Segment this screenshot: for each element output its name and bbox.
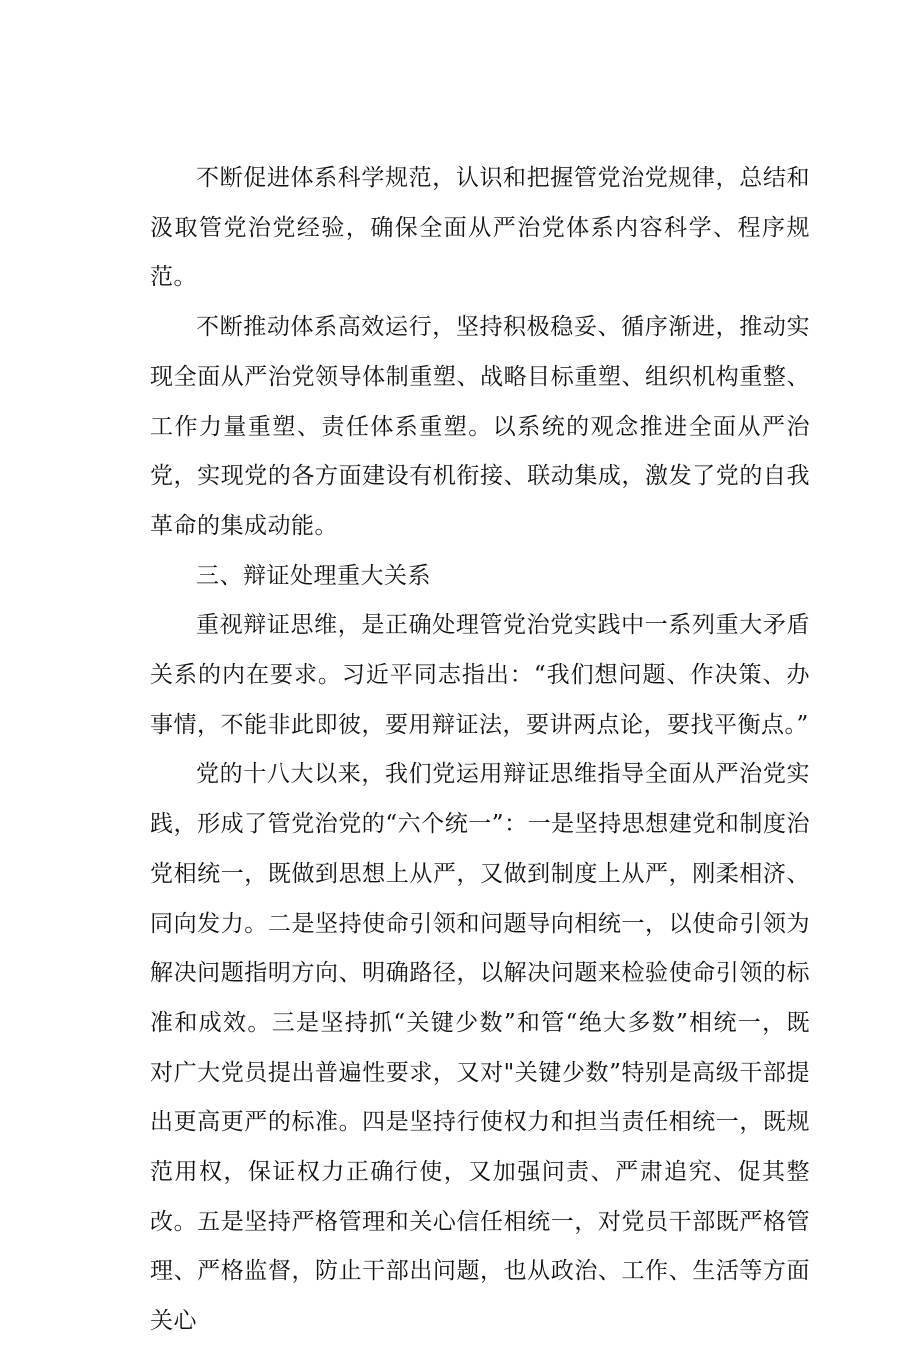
paragraph-six-unities: 党的十八大以来，我们党运用辩证思维指导全面从严治党实践，形成了管党治党的“六个统一”：一是坚持思想建党和制度治党相统一，既做到思想上从严，又做到制度上从严，刚柔相济、同向发力。二是坚持使命引领和问题导向相统一，以使命引领为解决问题指明方向、明确路径，以解决问题来检验使命引领的标准和成效。三是坚持抓“关键少数”和管“绝大多数”相统一，既对广大党员提出普遍性要求，又对"关键少数”特别是高级干部提出更高更严的标准。四是坚持行使权力和担当责任相统一，既规范用权，保证权力正确行使，又加强问责、严肃追究、促其整改。五是坚持严格管理和关心信任相统一，对党员干部既严格管理、严格监督，防止干部出问题，也从政治、工作、生活等方面关心 [150,761,810,1335]
document-body [150,154,810,1347]
paragraph-dialectical-thinking: 重视辩证思维，是正确处理管党治党实践中一系列重大矛盾关系的内在要求。习近平同志指出：“我们想问题、作决策、办事情，不能非此即彼，要用辩证法，要讲两点论，要找平衡点。” [150,612,810,738]
paragraph-system-operation: 不断推动体系高效运行，坚持积极稳妥、循序渐进，推动实现全面从严治党领导体制重塑、战略目标重塑、组织机构重整、工作力量重塑、责任体系重塑。以系统的观念推进全面从严治党，实现党的各方面建设有机衔接、联动集成，激发了党的自我革命的集成动能。 [150,314,810,539]
section-heading: 三、辩证处理重大关系 [196,562,431,589]
paragraph-system-norms: 不断促进体系科学规范，认识和把握管党治党规律，总结和汲取管党治党经验，确保全面从严治党体系内容科学、程序规范。 [150,165,810,291]
